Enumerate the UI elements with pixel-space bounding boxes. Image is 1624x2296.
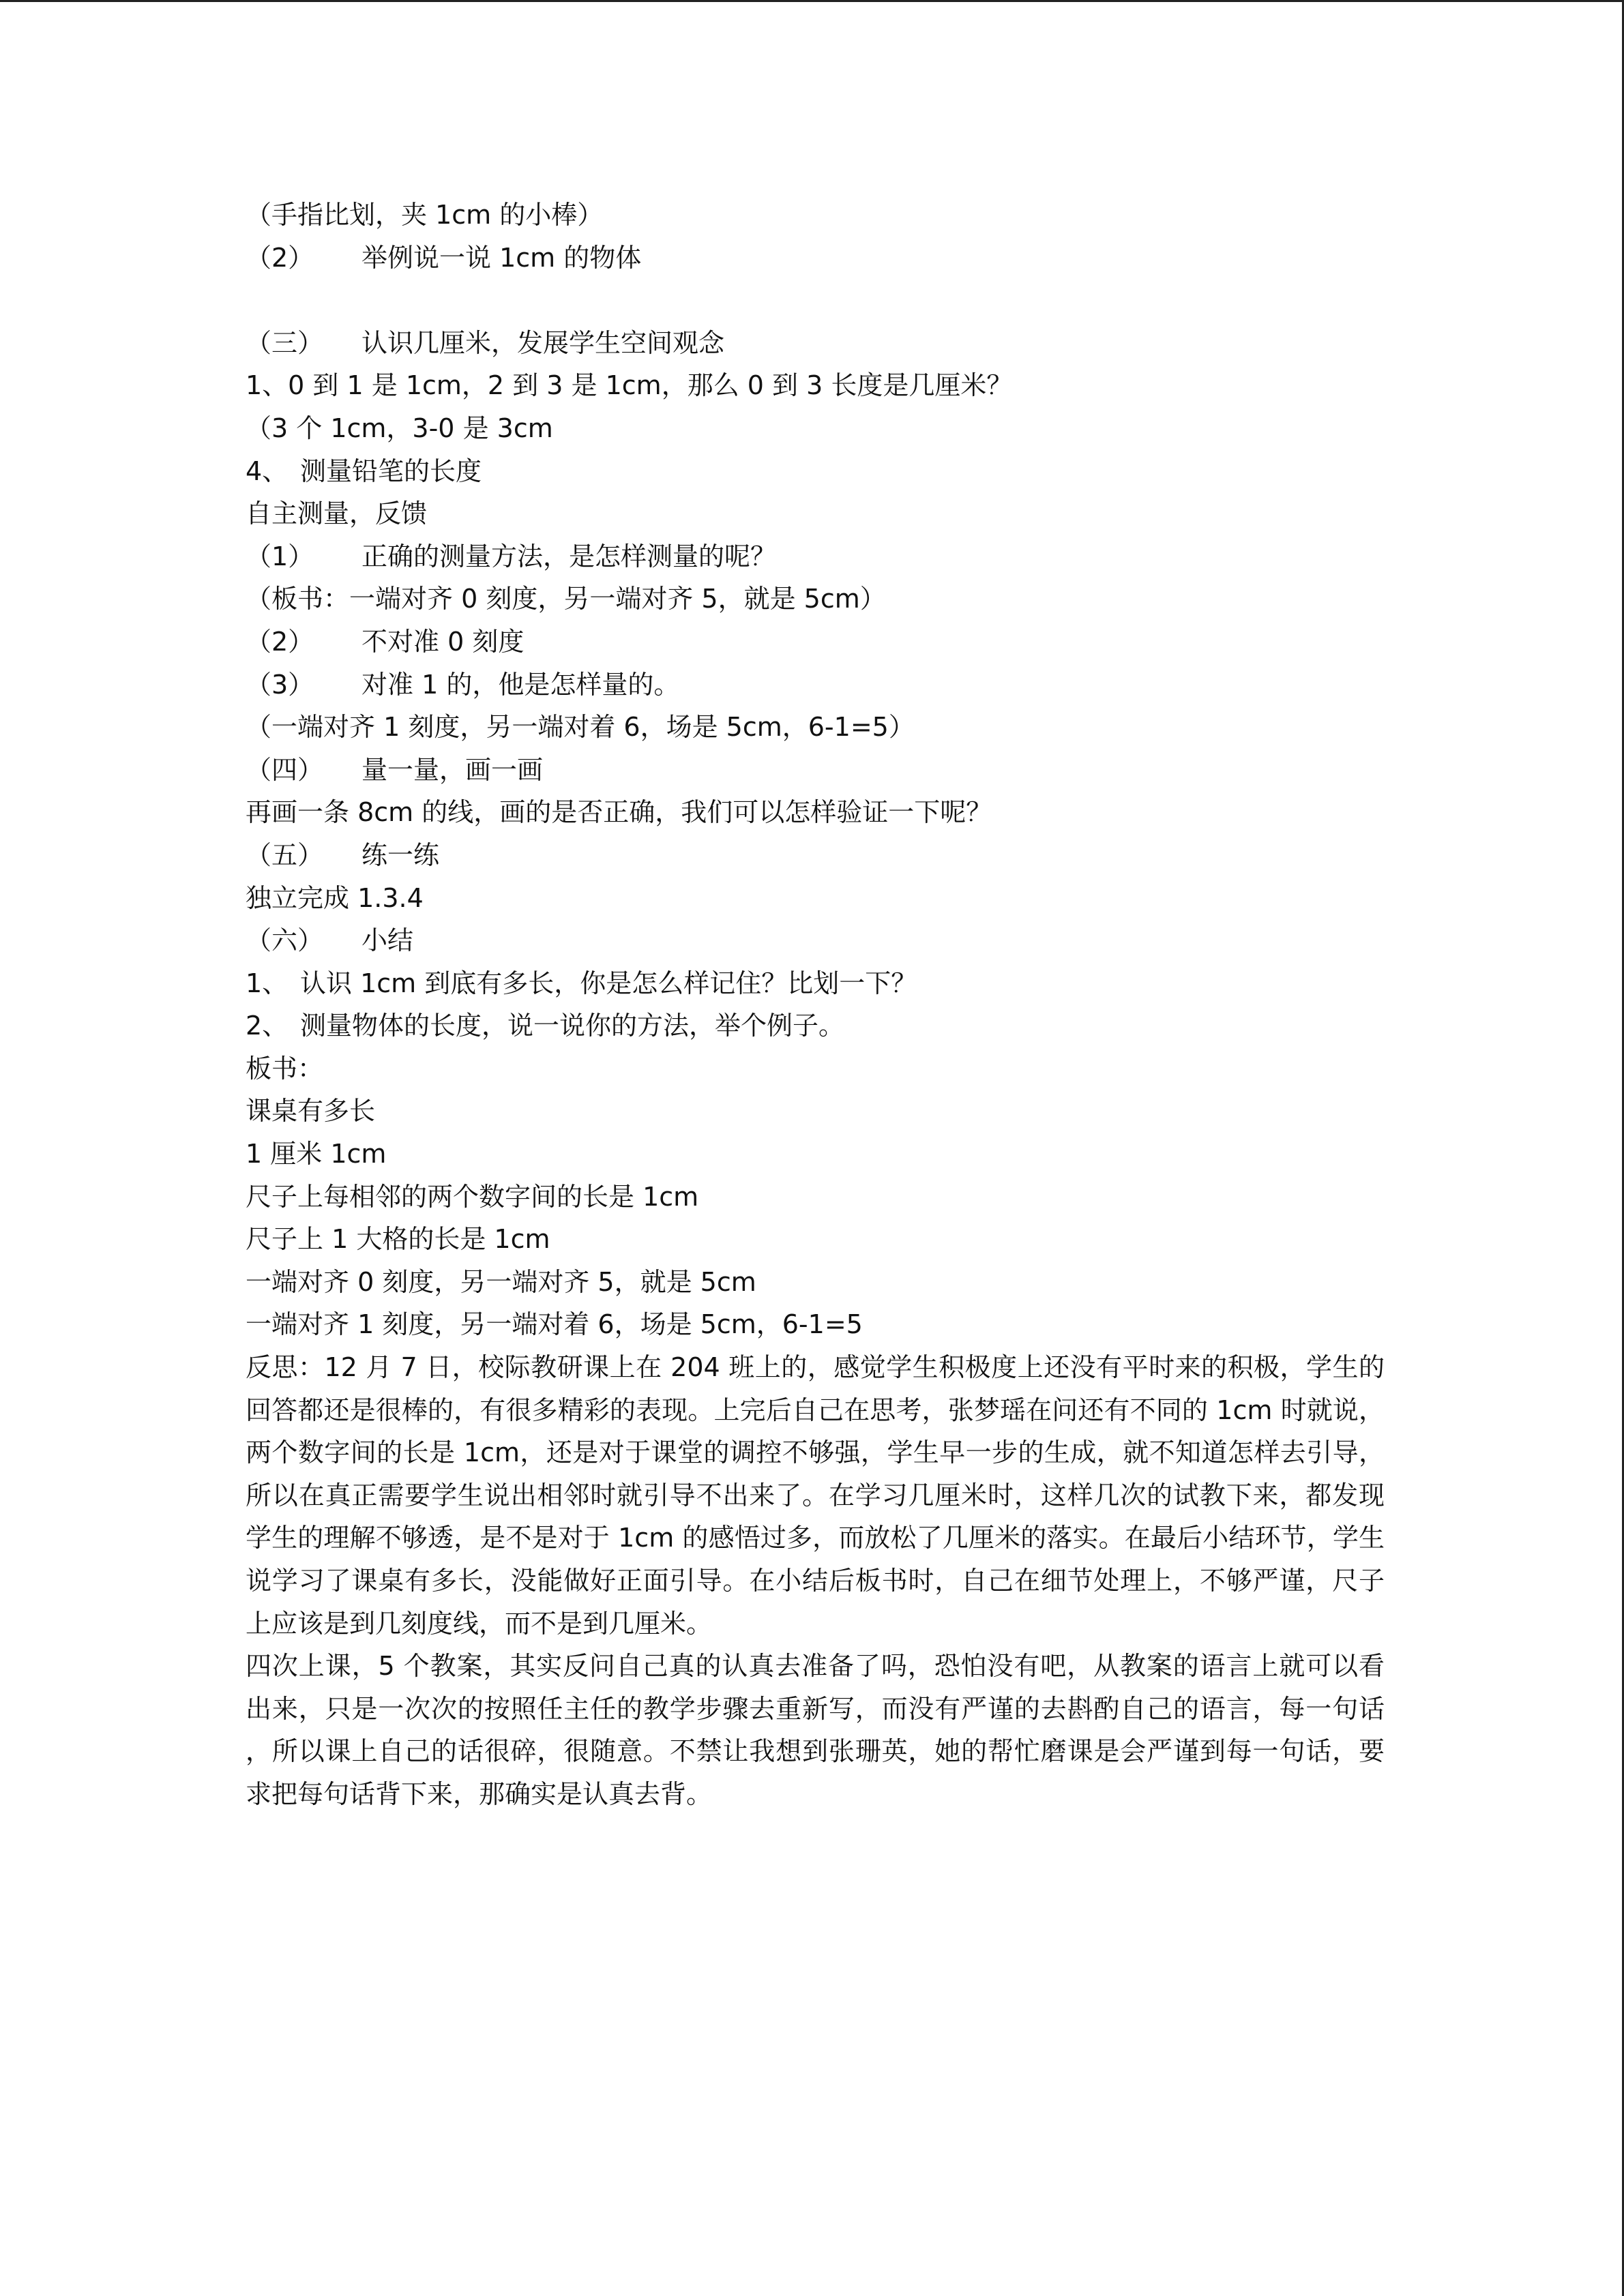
section-heading <box>246 322 1385 365</box>
blank-line <box>246 279 1385 322</box>
board-line: 1 厘米 1cm <box>246 1139 387 1169</box>
item-number: （2） <box>246 626 314 657</box>
item-text: 对准 1 的，他是怎样量的。 <box>361 669 680 700</box>
list-item <box>246 664 1385 706</box>
board-line: 一端对齐 1 刻度，另一端对着 6，场是 5cm，6-1=5 <box>246 1309 863 1340</box>
section-number: （五） <box>246 839 324 870</box>
board-line: 一端对齐 0 刻度，另一端对齐 5，就是 5cm <box>246 1266 756 1297</box>
section-number: （三） <box>246 327 324 358</box>
item-text: 不对准 0 刻度 <box>361 626 525 657</box>
list-item <box>246 621 1385 664</box>
text-line: （3 个 1cm，3-0 是 3cm <box>246 413 553 443</box>
board-title: 板书： <box>246 1053 324 1084</box>
section-number: （四） <box>246 754 324 785</box>
item-number: （2） <box>246 242 314 273</box>
item-number: 2、 <box>246 1011 289 1041</box>
list-item <box>246 237 1385 280</box>
item-number: （1） <box>246 541 314 571</box>
list-item <box>246 450 1385 493</box>
board-line: 尺子上 1 大格的长是 1cm <box>246 1224 550 1255</box>
item-number: （3） <box>246 669 314 700</box>
reflection-paragraph: 四次上课，5 个教案，其实反问自己真的认真去准备了吗，恐怕没有吧，从教案的语言上就可以看出来，只是一次次的按照任主任的教学步骤去重新写，而没有严谨的去斟酌自己的语言，每一句话，所以课上自己的话很碎，很随意。不禁让我想到张珊英，她的帮忙磨课是会严谨到每一句话，要求把每句话背下来，那确实是认真去背。 <box>246 1651 1385 1809</box>
section-heading <box>246 749 1385 792</box>
text-line: 1、0 到 1 是 1cm，2 到 3 是 1cm，那么 0 到 3 长度是几厘米？ <box>246 370 1013 401</box>
item-text: 测量物体的长度，说一说你的方法，举个例子。 <box>300 1011 845 1041</box>
reflection-paragraph: 反思：12 月 7 日，校际教研课上在 204 班上的，感觉学生积极度上还没有平时来的积极，学生的回答都还是很棒的，有很多精彩的表现。上完后自己在思考，张梦瑶在问还有不同的 1cm 时就说，两个数字间的长是 1cm，还是对于课堂的调控不够强，学生早一步的生成，就不知道怎样去引导，所以在真正需要学生说出相邻时就引导不出来了。在学习几厘米时，这样几次的试教下来，都发现学生的理解不够透，是不是对于 1cm 的感悟过多，而放松了几厘米的落实。在最后小结环节，学生说学习了课桌有多长，没能做好正面引导。在小结后板书时，自己在细节处理上，不够严谨，尺子上应该是到几刻度线，而不是到几厘米。 <box>246 1352 1385 1639</box>
item-text: 认识 1cm 到底有多长，你是怎么样记住？比划一下？ <box>300 968 917 998</box>
item-number: 4、 <box>246 456 289 486</box>
text-line: 自主测量，反馈 <box>246 498 428 529</box>
item-text: 举例说一说 1cm 的物体 <box>361 242 642 273</box>
item-text: 测量铅笔的长度 <box>300 456 482 486</box>
section-title: 量一量，画一画 <box>361 754 544 785</box>
section-heading <box>246 834 1385 877</box>
section-heading <box>246 919 1385 962</box>
section-number: （六） <box>246 925 324 956</box>
item-text: 正确的测量方法，是怎样测量的呢？ <box>361 541 777 571</box>
section-title: 认识几厘米，发展学生空间观念 <box>361 327 725 358</box>
text-line: 独立完成 1.3.4 <box>246 882 424 913</box>
board-line: 课桌有多长 <box>246 1096 376 1127</box>
text-line: （手指比划，夹 1cm 的小棒） <box>246 200 604 230</box>
document-body <box>246 194 1385 1816</box>
list-item <box>246 535 1385 578</box>
section-title: 练一练 <box>361 839 440 870</box>
text-line: （一端对齐 1 刻度，另一端对着 6，场是 5cm，6-1=5） <box>246 712 915 743</box>
board-line: 尺子上每相邻的两个数字间的长是 1cm <box>246 1181 699 1212</box>
text-line: 再画一条 8cm 的线，画的是否正确，我们可以怎样验证一下呢？ <box>246 797 992 828</box>
section-title: 小结 <box>361 925 414 956</box>
list-item <box>246 1004 1385 1047</box>
item-number: 1、 <box>246 968 289 998</box>
text-line: （板书：一端对齐 0 刻度，另一端对齐 5，就是 5cm） <box>246 584 886 614</box>
list-item <box>246 962 1385 1005</box>
